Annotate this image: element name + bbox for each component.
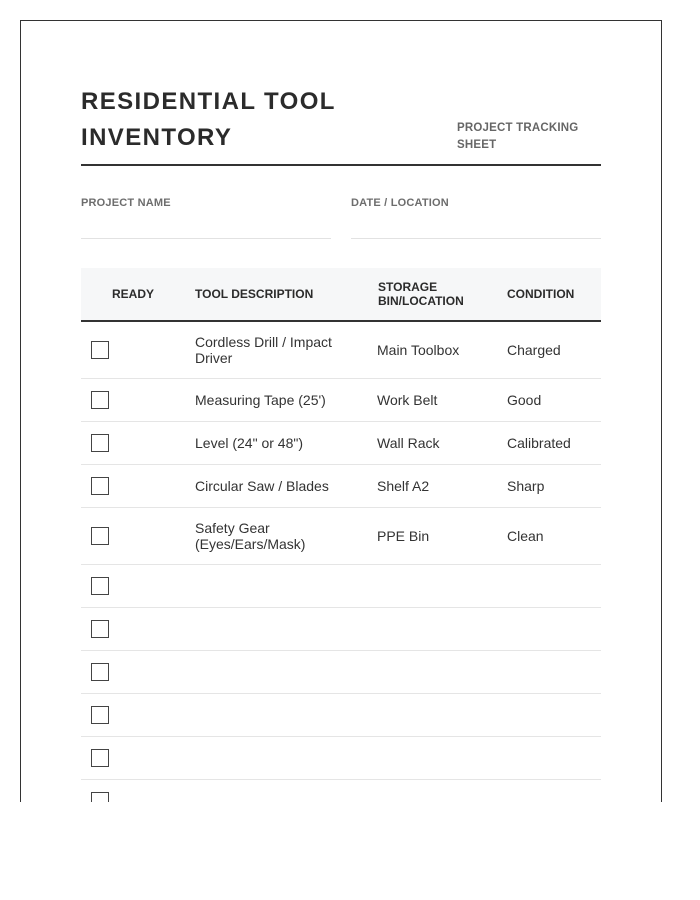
condition-cell[interactable] bbox=[507, 780, 601, 802]
column-header-ready: READY bbox=[112, 287, 155, 301]
table-row bbox=[81, 694, 601, 737]
storage-bin-cell: Wall Rack bbox=[377, 435, 440, 451]
storage-bin-cell: Work Belt bbox=[377, 392, 438, 408]
storage-bin-cell[interactable] bbox=[377, 737, 497, 779]
ready-checkbox[interactable] bbox=[91, 477, 109, 495]
condition-cell: Calibrated bbox=[507, 435, 571, 451]
table-row bbox=[81, 651, 601, 694]
ready-checkbox[interactable] bbox=[91, 527, 109, 545]
condition-cell: Good bbox=[507, 392, 542, 408]
date-location-field[interactable] bbox=[351, 197, 601, 239]
column-header-condition: CONDITION bbox=[507, 287, 575, 301]
condition-cell[interactable] bbox=[507, 565, 601, 607]
ready-checkbox[interactable] bbox=[91, 749, 109, 767]
table-row bbox=[81, 737, 601, 780]
storage-bin-cell: PPE Bin bbox=[377, 528, 430, 544]
tool-description-cell[interactable] bbox=[195, 565, 365, 607]
storage-bin-cell: Main Toolbox bbox=[377, 342, 460, 358]
condition-cell[interactable] bbox=[507, 651, 601, 693]
project-name-field[interactable] bbox=[81, 197, 331, 239]
column-header-tool-description: TOOL DESCRIPTION bbox=[195, 287, 314, 301]
ready-checkbox[interactable] bbox=[91, 706, 109, 724]
table-row bbox=[81, 565, 601, 608]
condition-cell: Clean bbox=[507, 528, 544, 544]
table-row bbox=[81, 379, 601, 422]
tool-description-cell: Safety Gear (Eyes/Ears/Mask) bbox=[195, 520, 306, 552]
project-name-label: PROJECT NAME bbox=[81, 197, 171, 209]
inventory-sheet bbox=[20, 20, 662, 802]
tool-description-cell: Cordless Drill / Impact Driver bbox=[195, 334, 332, 366]
table-header bbox=[81, 268, 601, 322]
ready-checkbox[interactable] bbox=[91, 391, 109, 409]
table-row bbox=[81, 608, 601, 651]
column-header-storage-bin: STORAGE BIN/LOCATION bbox=[378, 280, 464, 308]
sheet-header bbox=[81, 84, 601, 166]
tool-description-cell[interactable] bbox=[195, 737, 365, 779]
tool-description-cell[interactable] bbox=[195, 780, 365, 802]
ready-checkbox[interactable] bbox=[91, 434, 109, 452]
inventory-table bbox=[81, 268, 601, 802]
storage-bin-cell[interactable] bbox=[377, 694, 497, 736]
table-row bbox=[81, 780, 601, 802]
condition-cell[interactable] bbox=[507, 737, 601, 779]
ready-checkbox[interactable] bbox=[91, 577, 109, 595]
table-row bbox=[81, 322, 601, 379]
tool-description-cell[interactable] bbox=[195, 608, 365, 650]
condition-cell: Charged bbox=[507, 342, 561, 358]
tool-description-cell: Circular Saw / Blades bbox=[195, 478, 329, 494]
table-row bbox=[81, 422, 601, 465]
tool-description-cell: Level (24" or 48") bbox=[195, 435, 303, 451]
storage-bin-cell[interactable] bbox=[377, 780, 497, 802]
condition-cell[interactable] bbox=[507, 694, 601, 736]
page-subtitle: PROJECT TRACKING SHEET bbox=[457, 122, 579, 151]
storage-bin-cell[interactable] bbox=[377, 565, 497, 607]
storage-bin-cell[interactable] bbox=[377, 651, 497, 693]
tool-description-cell: Measuring Tape (25') bbox=[195, 392, 326, 408]
table-row bbox=[81, 508, 601, 565]
ready-checkbox[interactable] bbox=[91, 663, 109, 681]
storage-bin-cell: Shelf A2 bbox=[377, 478, 430, 494]
ready-checkbox[interactable] bbox=[91, 620, 109, 638]
storage-bin-cell[interactable] bbox=[377, 608, 497, 650]
date-location-label: DATE / LOCATION bbox=[351, 197, 449, 209]
tool-description-cell[interactable] bbox=[195, 651, 365, 693]
condition-cell: Sharp bbox=[507, 478, 545, 494]
tool-description-cell[interactable] bbox=[195, 694, 365, 736]
page-title: RESIDENTIAL TOOL INVENTORY bbox=[81, 88, 336, 151]
table-row bbox=[81, 465, 601, 508]
ready-checkbox[interactable] bbox=[91, 341, 109, 359]
condition-cell[interactable] bbox=[507, 608, 601, 650]
ready-checkbox[interactable] bbox=[91, 792, 109, 802]
